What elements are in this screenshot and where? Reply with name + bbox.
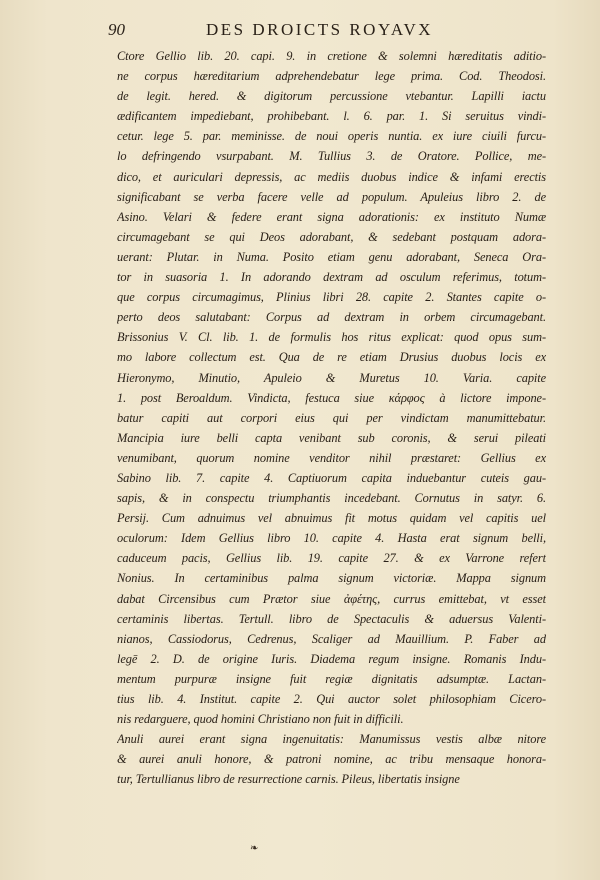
text-line: tor in suasoria 1. In adorando dextram ad osculum referimus, totum- xyxy=(117,270,546,285)
text-line: Brissonius V. Cl. lib. 1. de formulis hos ritus explicat: quod opus sum- xyxy=(117,330,546,345)
text-line: Persij. Cum adnuimus vel abnuimus fit motus quidam vel capitis uel xyxy=(117,511,546,526)
text-line: ne corpus hæreditarium adprehendebatur lege prima. Cod. Theodosi. xyxy=(117,69,546,84)
text-line: uerant: Plutar. in Numa. Posito etiam genu adorabant, Seneca Ora- xyxy=(117,249,546,264)
page-number: 90 xyxy=(108,20,125,39)
text-line: Asino. Velari & federe erant signa adorationis: ex instituto Numæ xyxy=(117,209,546,224)
text-line: dico, et auriculari depressis, ac mediis duobus indice & infami erectis xyxy=(117,169,546,184)
text-line: certaminis libertas. Tertull. libro de Spectaculis & aduersus Valenti- xyxy=(117,611,546,626)
text-line: tur, Tertullianus libro de resurrectione carnis. Pileus, libertatis insigne xyxy=(117,772,460,787)
running-title: DES DROICTS ROYAVX xyxy=(206,20,433,39)
text-line: Mancipia iure belli capta venibant sub coronis, & serui pileati xyxy=(117,430,546,445)
text-line: tius lib. 4. Institut. capite 2. Qui auctor solet philosophiam Cicero- xyxy=(117,692,546,706)
text-line: mo labore collectum est. Qua de re etiam Drusius duobus locis ex xyxy=(117,350,546,365)
footer-ornament: ❧ xyxy=(250,843,259,854)
text-line: significabant se verba facere velle ad populum. Apuleius libro 2. de xyxy=(117,189,546,204)
text-line: ædificantem impediebant, prohibebant. l. 6. par. 1. Si seruitus vindi- xyxy=(117,109,546,124)
body-text xyxy=(117,46,546,789)
text-line: legē 2. D. de origine Iuris. Diadema regum insigne. Romanis Indu- xyxy=(117,651,546,666)
text-line: circumagebant se qui Deos adorabant, & sedebant postquam adora- xyxy=(117,229,546,244)
text-line: sapis, & in conspectu triumphantis incedebant. Cornutus in satyr. 6. xyxy=(117,491,546,506)
text-line: cetur. lege 5. par. meminisse. de noui operis nuntia. ex iure ciuili furcu- xyxy=(117,129,546,144)
text-line: caduceum pacis, Gellius lib. 19. capite 27. & ex Varrone refert xyxy=(117,551,546,566)
text-line: Anuli aurei erant signa ingenuitatis: Manumissus vestis albæ nitore xyxy=(117,732,546,747)
text-line: nianos, Cassiodorus, Cedrenus, Scaliger ad Mauillium. P. Faber ad xyxy=(117,631,546,646)
text-line: de legit. hered. & digitorum percussione vtebantur. Lapilli iactu xyxy=(117,89,546,104)
text-line: oculorum: Idem Gellius libro 10. capite 4. Hasta erat signum belli, xyxy=(117,531,546,546)
text-line: & aurei anuli honore, & patroni nomine, ac tribu mensaque honora- xyxy=(117,752,546,767)
text-line: batur capiti aut corpori eius qui per vindictam manumittebatur. xyxy=(117,410,546,425)
text-line: mentum purpuræ insigne fuit regiæ dignitatis adsumptæ. Lactan- xyxy=(117,671,546,686)
page-header xyxy=(108,20,544,48)
text-line: lo defringendo vsurpabant. M. Tullius 3. de Oratore. Pollice, me- xyxy=(117,149,546,164)
text-line: Ctore Gellio lib. 20. capi. 9. in cretione & solemni hæreditatis aditio- xyxy=(117,49,546,63)
text-line: nis redarguere, quod homini Christiano non fuit in difficili. xyxy=(117,712,404,727)
text-line: Hieronymo, Minutio, Apuleio & Muretus 10. Varia. capite xyxy=(117,370,546,385)
text-line: Sabino lib. 7. capite 4. Captiuorum capita induebantur cuteis gau- xyxy=(117,470,546,485)
text-line: 1. post Beroaldum. Vindicta, festuca siue κάρφος à lictore impone- xyxy=(117,390,546,405)
text-line: venumibant, quorum nomine venditor nihil præstaret: Gellius ex xyxy=(117,450,546,465)
text-line: que corpus circumagimus, Plinius libri 28. capite 2. Stantes capite o- xyxy=(117,290,546,305)
text-line: dabat Circensibus cum Prætor siue ἀφέτης, currus emittebat, vt esset xyxy=(117,591,546,606)
text-line: perto deos salutabant: Corpus ad dextram in orbem circumagebant. xyxy=(117,310,546,325)
text-line: Nonius. In certaminibus palma signum victoriæ. Mappa signum xyxy=(117,571,546,586)
